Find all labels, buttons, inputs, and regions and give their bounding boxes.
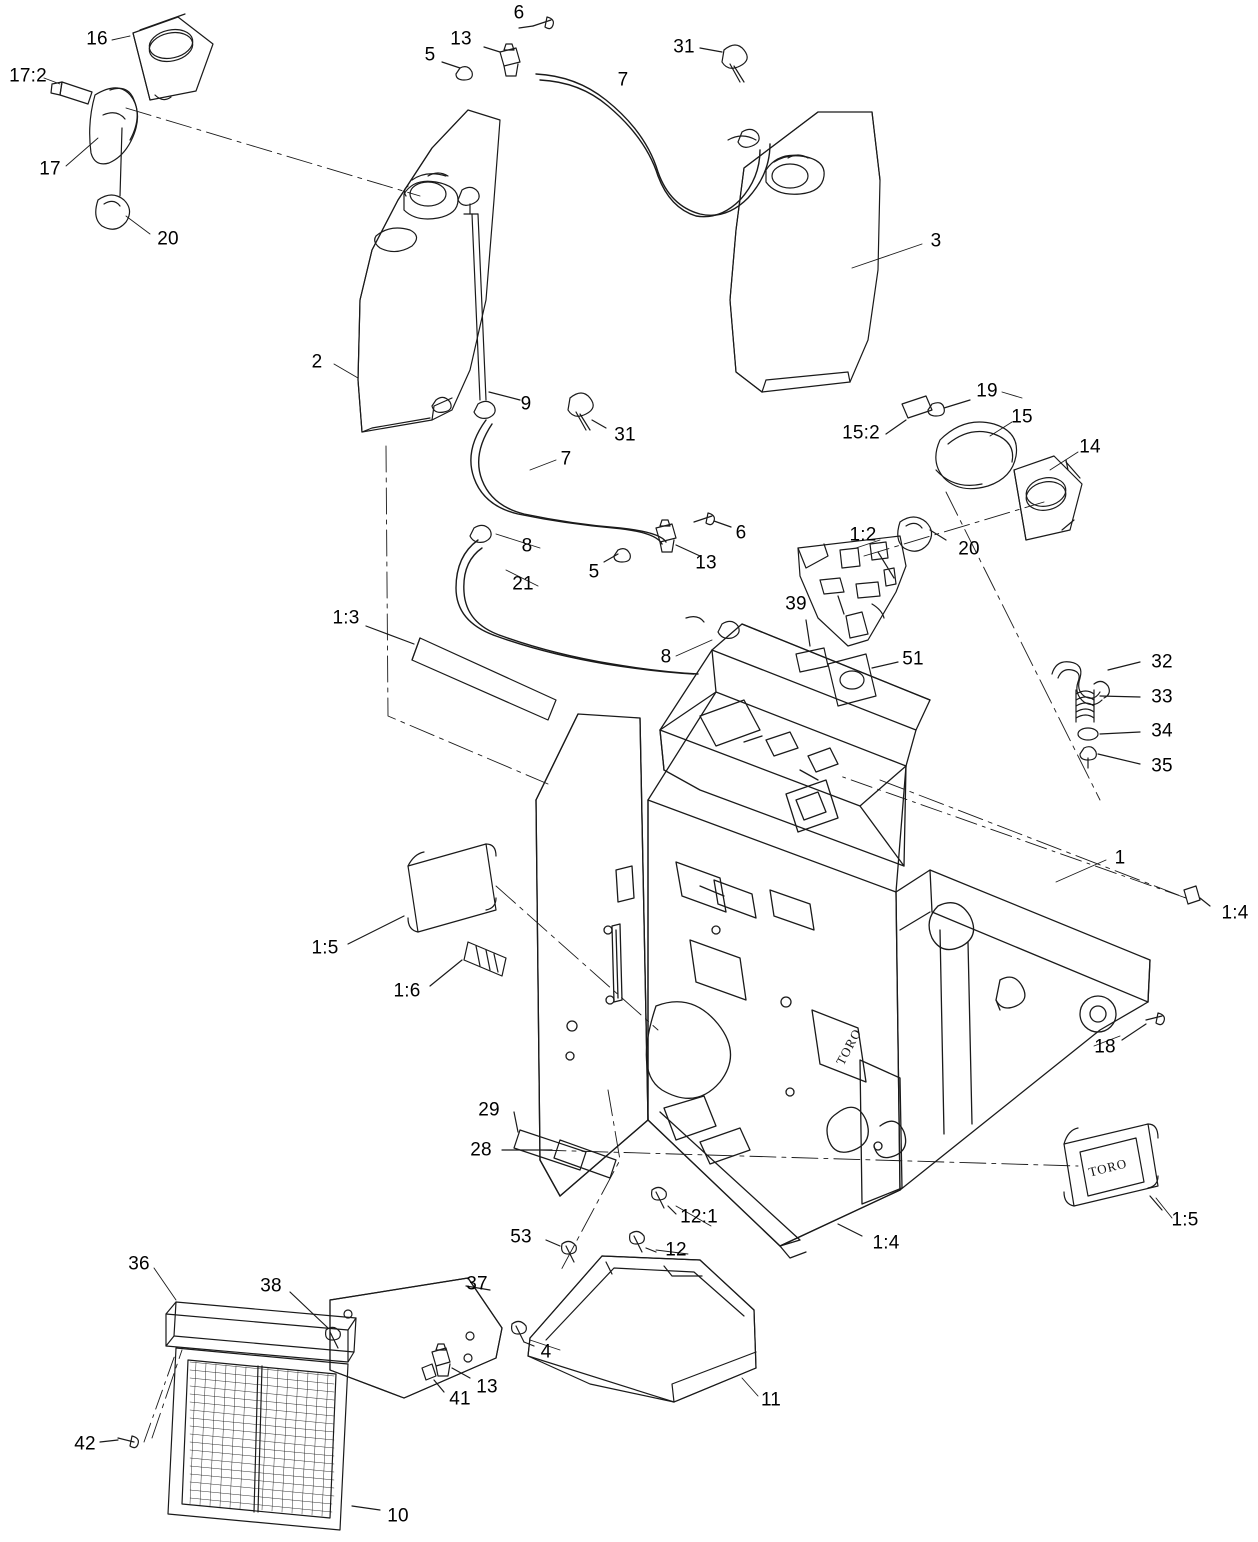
part-1-4-tab-right: [840, 776, 1210, 906]
callout-c5a: 5: [424, 44, 436, 66]
part-12-1-screw: [652, 1187, 676, 1214]
grille-mesh: [190, 1362, 334, 1516]
part-19-pin: [902, 396, 970, 418]
callout-c17: 17: [39, 158, 61, 180]
part-1-3-decal-strip: [366, 626, 556, 720]
part-51-bracket: [828, 654, 898, 706]
callout-c31b: 31: [614, 424, 636, 446]
callout-c35: 35: [1151, 755, 1173, 777]
part-41-nut: [422, 1364, 444, 1392]
part-42-screw: [100, 1352, 176, 1448]
callout-c29: 29: [478, 1099, 500, 1121]
part-11-floor-pan: [528, 1256, 756, 1402]
callout-c38: 38: [260, 1275, 282, 1297]
callout-c12_1: 12:1: [680, 1206, 718, 1228]
part-17-fuel-cap: [51, 82, 138, 164]
part-29-plate: [514, 1112, 586, 1170]
callout-c13a: 13: [450, 28, 472, 50]
part-4-screw: [512, 1321, 534, 1346]
part-39-pad: [796, 620, 828, 672]
callout-c51: 51: [902, 648, 924, 670]
callout-c12: 12: [665, 1239, 687, 1261]
part-20-retainer-clip-left: [96, 128, 130, 229]
part-21-fuel-hose-loop: [456, 525, 739, 674]
callout-c17_2: 17:2: [9, 65, 47, 87]
callout-c4: 4: [540, 1341, 552, 1363]
callout-c33: 33: [1151, 686, 1173, 708]
callout-c6b: 6: [735, 522, 747, 544]
callout-c7b: 7: [560, 448, 572, 470]
part-15-fuel-cap-right: [936, 422, 1017, 489]
part-38-screw: [290, 1292, 340, 1348]
part-16-mount-plate: [133, 14, 213, 100]
callout-c32: 32: [1151, 651, 1173, 673]
callout-c18: 18: [1094, 1036, 1116, 1058]
part-35-pin: [1080, 747, 1140, 768]
part-13-fitting-bottom: [432, 1344, 470, 1378]
part-7-fuel-hose-lower: [471, 420, 666, 544]
callout-c41: 41: [449, 1388, 471, 1410]
callout-c1: 1: [1114, 847, 1126, 869]
part-18-screw: [1122, 1013, 1164, 1040]
callout-c1_2: 1:2: [849, 524, 877, 546]
callout-c16: 16: [86, 28, 108, 50]
callout-c10: 10: [387, 1505, 409, 1527]
part-20-retainer-clip-right: [898, 517, 946, 551]
callout-c7a: 7: [617, 69, 629, 91]
callout-c37: 37: [466, 1273, 488, 1295]
assembly-reference-lines: [126, 108, 1186, 1438]
part-6-screw-lower: [694, 513, 731, 527]
part-31-cable-tie-lower: [568, 393, 606, 430]
callout-c1_6: 1:6: [393, 980, 421, 1002]
part-14-mount-plate-right: [1014, 456, 1082, 540]
callout-c8a: 8: [521, 535, 533, 557]
part-5-washer-lower: [604, 549, 630, 562]
callout-c42: 42: [74, 1433, 96, 1455]
callout-c34: 34: [1151, 720, 1173, 742]
part-1-6-decal: [430, 942, 506, 986]
callout-c13c: 13: [476, 1376, 498, 1398]
callout-c1_3: 1:3: [332, 607, 360, 629]
part-34-washer: [1078, 728, 1140, 740]
part-3-fuel-tank-right: [730, 112, 880, 392]
callout-c1_5b: 1:5: [1171, 1209, 1199, 1231]
callout-c31a: 31: [673, 36, 695, 58]
part-10-grille-screen: [168, 1348, 380, 1530]
callout-c21: 21: [512, 573, 534, 595]
part-7-fuel-hose-upper: [536, 74, 770, 217]
part-5-washer-upper: [442, 62, 472, 80]
callout-c5b: 5: [588, 561, 600, 583]
callout-c15: 15: [1011, 406, 1033, 428]
part-36-trim-bar: [166, 1302, 356, 1362]
callout-c3: 3: [930, 230, 942, 252]
callout-c53: 53: [510, 1226, 532, 1248]
callout-c1_4a: 1:4: [1221, 902, 1249, 924]
part-31-cable-tie-upper: [700, 45, 747, 82]
callout-c36: 36: [128, 1253, 150, 1275]
callout-c6a: 6: [513, 2, 525, 24]
callout-c8b: 8: [660, 646, 672, 668]
part-13-hose-fitting-upper: [484, 44, 520, 76]
callout-c39: 39: [785, 593, 807, 615]
part-9-hose-clamp-upper: [474, 392, 520, 418]
frame-toro-logo: TORO: [832, 1025, 865, 1068]
part-1-4-label-line-lower: [838, 1224, 862, 1236]
callout-c20a: 20: [157, 228, 179, 250]
callout-c14: 14: [1079, 436, 1101, 458]
callout-c2: 2: [311, 351, 323, 373]
callout-c20b: 20: [958, 538, 980, 560]
callout-c28: 28: [470, 1139, 492, 1161]
part-1-2-bracket-plate: [798, 536, 906, 646]
callout-c11: 11: [760, 1389, 782, 1411]
part-32-rod: [1052, 662, 1140, 705]
part-15-2-label-line: [886, 420, 906, 434]
callout-c9: 9: [520, 393, 532, 415]
decal-toro-logo: TORO: [1087, 1155, 1129, 1180]
part-28-bracket: [502, 1140, 616, 1178]
callout-c1_4b: 1:4: [872, 1232, 900, 1254]
part-53-pin: [546, 1240, 576, 1262]
part-1-5-decal-left: [348, 844, 496, 944]
callout-c1_5a: 1:5: [311, 937, 339, 959]
part-12-screw: [630, 1231, 656, 1252]
callout-c13b: 13: [695, 552, 717, 574]
callout-c15_2: 15:2: [842, 422, 880, 444]
callout-c19: 19: [976, 380, 998, 402]
part-1-main-frame: [536, 624, 1150, 1261]
part-2-fuel-tank-left: [358, 110, 500, 432]
